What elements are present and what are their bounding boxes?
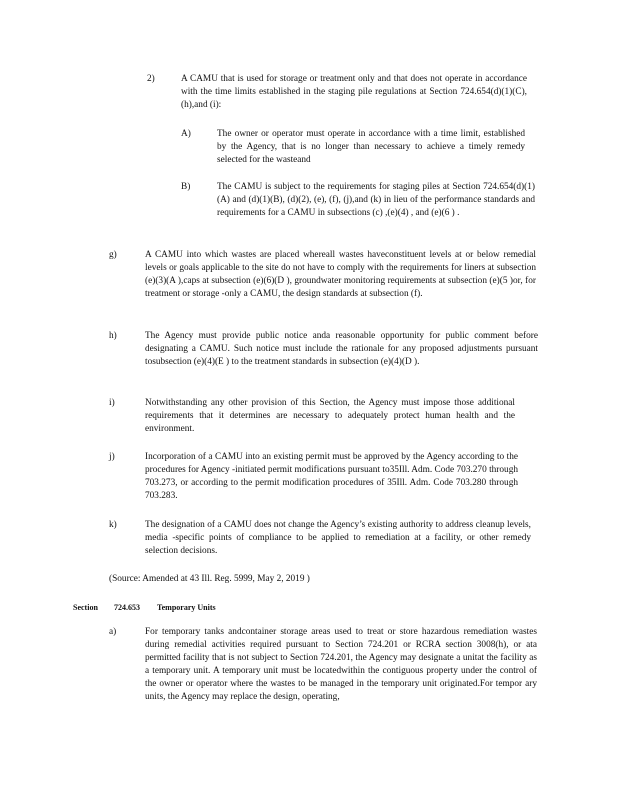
item-text: A CAMU that is used for storage or treatment only and that does not operate in accordance with the time limits established in the staging pile regulations at Section 724.654(d)(1)(C), (h),and (i): xyxy=(181,74,527,110)
item-text: For temporary tanks andcontainer storage areas used to treat or store hazardous remediation wastes during remedial activities required pursuant to Section 724.201 or RCRA section 3008(h), or ata permitted facility that is not subject to Section 724.201, the Agency may designate a unitat the facility as a temporary unit. A temporary unit must be locatedwithin the contiguous property under the control of the owner or operator where the wastes to be managed in the temporary unit originated.For tempor ary units, the Agency may replace the design, operating, xyxy=(145,627,537,702)
section-number: 724.653 xyxy=(114,603,140,612)
item-label: A) xyxy=(181,129,191,139)
item-label: g) xyxy=(109,250,117,260)
item-text: Incorporation of a CAMU into an existing permit must be approved by the Agency according to the procedures for Agency -initiated permit modifications pursuant to35Ill. Adm. Code 703.270 through 703.273, or according to the permit modification procedures of 35Ill. Adm. Code 703.280 through 703.283. xyxy=(145,452,518,501)
item-label: a) xyxy=(109,627,117,637)
item-label: k) xyxy=(109,520,117,530)
item-label: 2) xyxy=(147,74,155,84)
item-label: j) xyxy=(109,452,115,462)
item-text: The Agency must provide public notice anda reasonable opportunity for public comment before designating a CAMU. Such notice must include the rationale for any proposed adjustments pursuant tosubsection (e)(4)(E ) to the treatment standards in subsection (e)(4)(D ). xyxy=(145,331,538,367)
item-text: The owner or operator must operate in accordance with a time limit, established by the Agency, that is no longer than necessary to achieve a timely remedy selected for the wasteand xyxy=(217,129,525,165)
item-text: Notwithstanding any other provision of this Section, the Agency must impose those additional requirements that it determines are necessary to adequately protect human health and the environment. xyxy=(145,398,515,434)
item-label: i) xyxy=(109,398,115,408)
source-note: (Source: Amended at 43 Ill. Reg. 5999, May 2, 2019 ) xyxy=(109,574,310,584)
item-text: A CAMU into which wastes are placed whereall wastes haveconstituent levels at or below remedial levels or goals applicable to the site do not have to comply with the requirements for liners at subsection (e)(3)(A ),caps at subsection (e)(6)(D ), groundwater monitoring requirements at subsection (e)(5 )or, for treatment or storage -only a CAMU, the design standards at subsection (f). xyxy=(145,250,536,299)
item-label: B) xyxy=(181,182,191,192)
section-title: Temporary Units xyxy=(157,603,216,612)
item-text: The CAMU is subject to the requirements for staging piles at Section 724.654(d)(1)(A) and (d)(1)(B), (d)(2), (e), (f), (j),and (k) in lieu of the performance standards and requirements for a CAMU in subsections (c) ,(e)(4) , and (e)(6 ) . xyxy=(217,182,535,218)
item-label: h) xyxy=(109,331,117,341)
section-label: Section xyxy=(73,603,98,612)
item-text: The designation of a CAMU does not change the Agency’s existing authority to address cleanup levels, media -specific points of compliance to be applied to remediation at a facility, or other remedy selection decisions. xyxy=(145,520,531,556)
